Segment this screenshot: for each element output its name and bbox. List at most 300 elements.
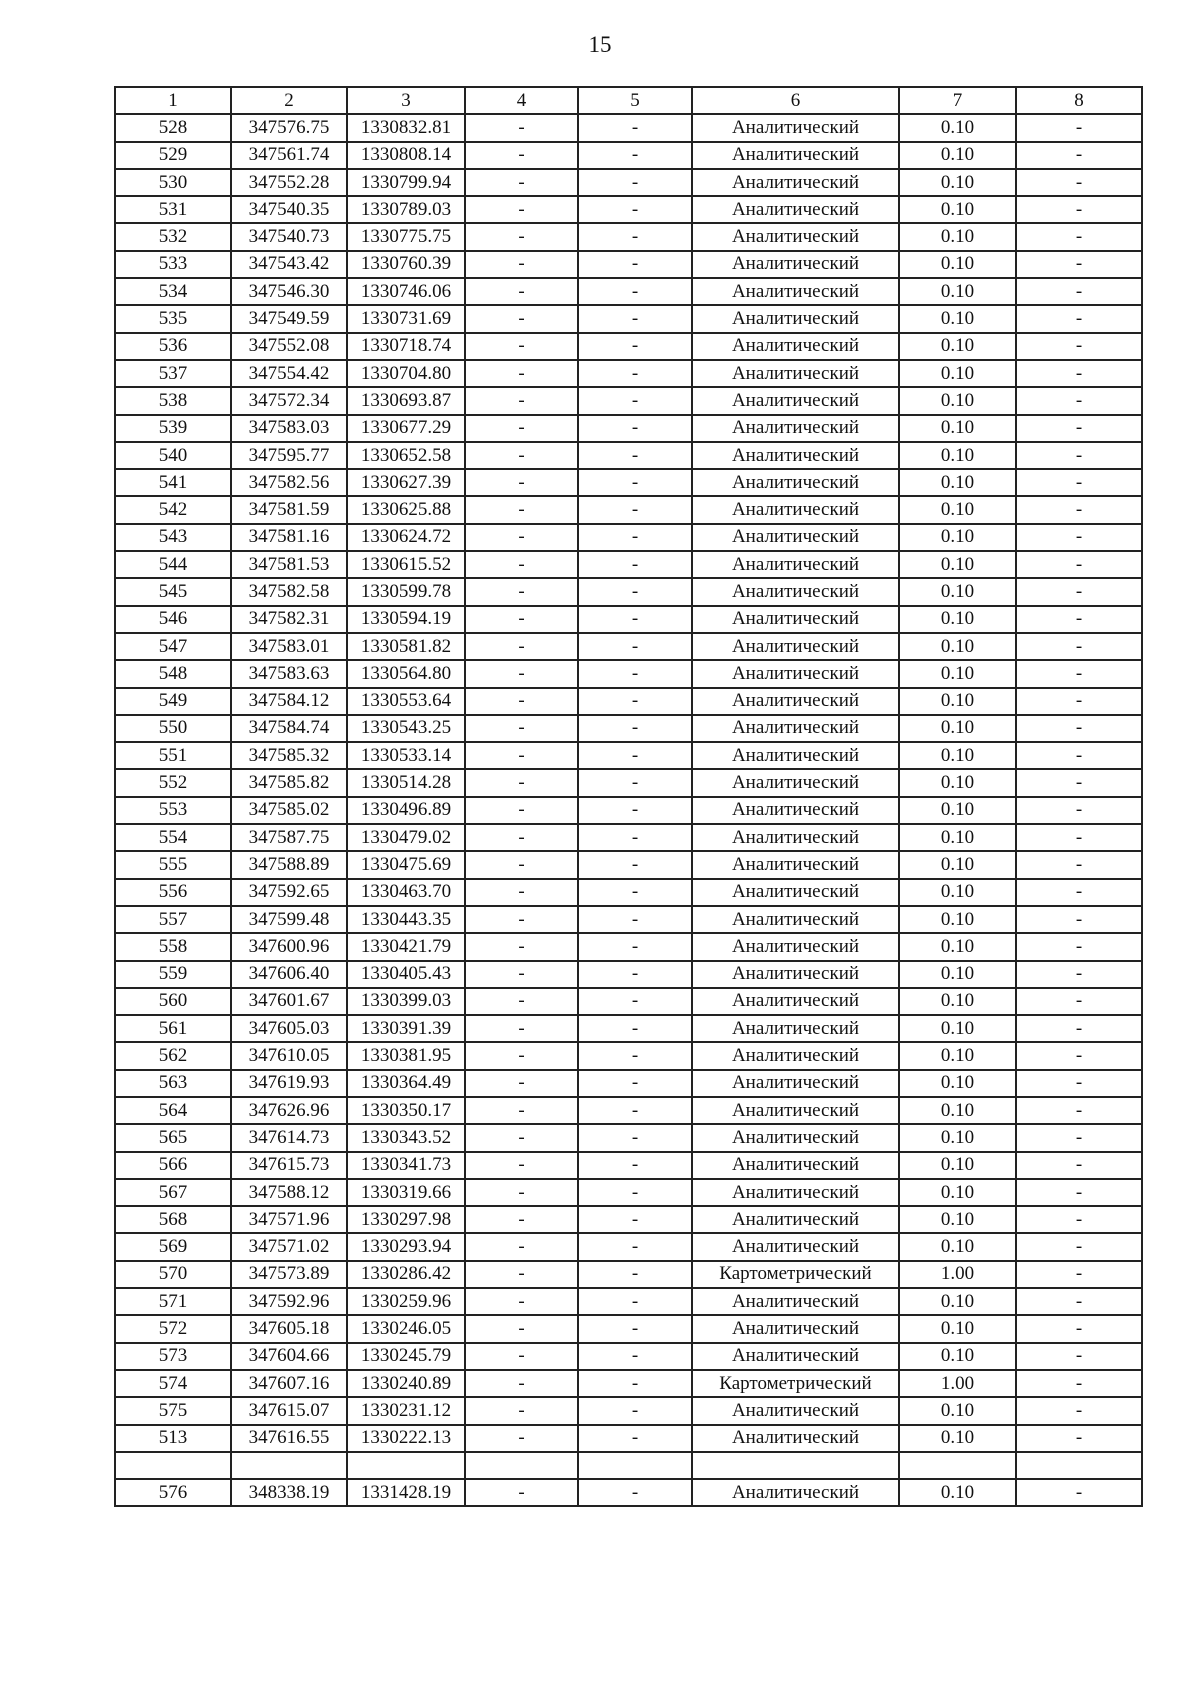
accuracy-cell: 0.10 xyxy=(899,715,1016,742)
column-5-cell: - xyxy=(578,1288,692,1315)
accuracy-cell: 0.10 xyxy=(899,387,1016,414)
method-cell: Аналитический xyxy=(692,278,899,305)
column-4-cell: - xyxy=(465,305,578,332)
table-body xyxy=(115,114,1142,1506)
method-cell: Аналитический xyxy=(692,906,899,933)
point-number-cell: 562 xyxy=(115,1042,231,1069)
accuracy-cell: 0.10 xyxy=(899,496,1016,523)
x-coordinate-cell: 347607.16 xyxy=(231,1370,347,1397)
column-5-cell: - xyxy=(578,1370,692,1397)
column-5-cell: - xyxy=(578,305,692,332)
x-coordinate-cell: 347576.75 xyxy=(231,114,347,141)
method-cell: Аналитический xyxy=(692,633,899,660)
method-cell: Аналитический xyxy=(692,223,899,250)
column-4-cell: - xyxy=(465,1233,578,1260)
x-coordinate-cell: 347585.32 xyxy=(231,742,347,769)
method-cell: Аналитический xyxy=(692,524,899,551)
method-cell: Аналитический xyxy=(692,1233,899,1260)
y-coordinate-cell: 1330231.12 xyxy=(347,1397,465,1424)
accuracy-cell: 0.10 xyxy=(899,1042,1016,1069)
accuracy-cell: 0.10 xyxy=(899,906,1016,933)
method-cell: Аналитический xyxy=(692,1397,899,1424)
column-4-cell: - xyxy=(465,1479,578,1506)
column-4-cell: - xyxy=(465,387,578,414)
column-4-cell: - xyxy=(465,551,578,578)
x-coordinate-cell: 347585.82 xyxy=(231,769,347,796)
point-number-cell: 540 xyxy=(115,442,231,469)
table-row xyxy=(115,1397,1142,1424)
point-number-cell: 549 xyxy=(115,688,231,715)
column-4-cell: - xyxy=(465,1261,578,1288)
coordinates-table xyxy=(114,86,1143,1507)
method-cell: Аналитический xyxy=(692,1015,899,1042)
column-5-cell: - xyxy=(578,1343,692,1370)
y-coordinate-cell: 1330704.80 xyxy=(347,360,465,387)
method-cell: Аналитический xyxy=(692,1179,899,1206)
table-row xyxy=(115,551,1142,578)
point-number-cell: 548 xyxy=(115,660,231,687)
header-cell-1: 1 xyxy=(115,87,231,114)
column-5-cell: - xyxy=(578,606,692,633)
table-row xyxy=(115,742,1142,769)
accuracy-cell: 0.10 xyxy=(899,633,1016,660)
column-5-cell: - xyxy=(578,469,692,496)
method-cell: Аналитический xyxy=(692,578,899,605)
header-cell-6: 6 xyxy=(692,87,899,114)
y-coordinate-cell: 1330297.98 xyxy=(347,1206,465,1233)
y-coordinate-cell: 1330479.02 xyxy=(347,824,465,851)
table-row xyxy=(115,169,1142,196)
method-cell: Аналитический xyxy=(692,1288,899,1315)
table-row xyxy=(115,1479,1142,1506)
accuracy-cell: 0.10 xyxy=(899,1425,1016,1452)
column-8-cell: - xyxy=(1016,961,1142,988)
table-row xyxy=(115,1015,1142,1042)
x-coordinate-cell: 347581.16 xyxy=(231,524,347,551)
column-8-cell: - xyxy=(1016,551,1142,578)
table-row xyxy=(115,196,1142,223)
accuracy-cell: 0.10 xyxy=(899,1097,1016,1124)
method-cell: Аналитический xyxy=(692,988,899,1015)
column-4-cell: - xyxy=(465,1015,578,1042)
x-coordinate-cell: 347595.77 xyxy=(231,442,347,469)
method-cell: Аналитический xyxy=(692,715,899,742)
table-row xyxy=(115,715,1142,742)
method-cell: Аналитический xyxy=(692,387,899,414)
header-cell-5: 5 xyxy=(578,87,692,114)
y-coordinate-cell: 1330246.05 xyxy=(347,1315,465,1342)
column-5-cell: - xyxy=(578,1015,692,1042)
method-cell: Аналитический xyxy=(692,142,899,169)
accuracy-cell: 0.10 xyxy=(899,578,1016,605)
accuracy-cell: 0.10 xyxy=(899,1152,1016,1179)
column-4-cell: - xyxy=(465,769,578,796)
y-coordinate-cell: 1330245.79 xyxy=(347,1343,465,1370)
column-5-cell: - xyxy=(578,1397,692,1424)
column-4-cell: - xyxy=(465,988,578,1015)
y-coordinate-cell: 1330693.87 xyxy=(347,387,465,414)
accuracy-cell: 0.10 xyxy=(899,1206,1016,1233)
method-cell: Аналитический xyxy=(692,606,899,633)
x-coordinate-cell: 347572.34 xyxy=(231,387,347,414)
column-5-cell: - xyxy=(578,278,692,305)
column-8-cell: - xyxy=(1016,988,1142,1015)
point-number-cell: 558 xyxy=(115,933,231,960)
column-4-cell: - xyxy=(465,660,578,687)
table-row xyxy=(115,387,1142,414)
column-4-cell: - xyxy=(465,223,578,250)
method-cell: Аналитический xyxy=(692,933,899,960)
y-coordinate-cell: 1330391.39 xyxy=(347,1015,465,1042)
method-cell: Аналитический xyxy=(692,551,899,578)
accuracy-cell: 0.10 xyxy=(899,1397,1016,1424)
x-coordinate-cell: 347626.96 xyxy=(231,1097,347,1124)
column-8-cell: - xyxy=(1016,469,1142,496)
column-8-cell xyxy=(1016,1452,1142,1479)
accuracy-cell: 0.10 xyxy=(899,305,1016,332)
table-row xyxy=(115,1179,1142,1206)
column-5-cell: - xyxy=(578,769,692,796)
table-row xyxy=(115,1206,1142,1233)
column-8-cell: - xyxy=(1016,1425,1142,1452)
x-coordinate-cell: 347583.03 xyxy=(231,415,347,442)
y-coordinate-cell: 1330775.75 xyxy=(347,223,465,250)
column-8-cell: - xyxy=(1016,769,1142,796)
x-coordinate-cell: 347606.40 xyxy=(231,961,347,988)
y-coordinate-cell xyxy=(347,1452,465,1479)
accuracy-cell: 0.10 xyxy=(899,196,1016,223)
column-8-cell: - xyxy=(1016,797,1142,824)
y-coordinate-cell: 1331428.19 xyxy=(347,1479,465,1506)
point-number-cell: 561 xyxy=(115,1015,231,1042)
column-8-cell: - xyxy=(1016,1288,1142,1315)
point-number-cell: 528 xyxy=(115,114,231,141)
column-8-cell: - xyxy=(1016,688,1142,715)
column-5-cell: - xyxy=(578,961,692,988)
method-cell: Аналитический xyxy=(692,1315,899,1342)
point-number-cell: 564 xyxy=(115,1097,231,1124)
method-cell: Аналитический xyxy=(692,469,899,496)
method-cell: Аналитический xyxy=(692,1097,899,1124)
x-coordinate-cell: 347584.74 xyxy=(231,715,347,742)
column-4-cell: - xyxy=(465,1315,578,1342)
column-8-cell: - xyxy=(1016,1179,1142,1206)
table-row xyxy=(115,906,1142,933)
accuracy-cell: 0.10 xyxy=(899,223,1016,250)
column-8-cell: - xyxy=(1016,524,1142,551)
column-4-cell: - xyxy=(465,1152,578,1179)
x-coordinate-cell: 348338.19 xyxy=(231,1479,347,1506)
y-coordinate-cell: 1330789.03 xyxy=(347,196,465,223)
method-cell: Аналитический xyxy=(692,1152,899,1179)
method-cell: Аналитический xyxy=(692,169,899,196)
y-coordinate-cell: 1330514.28 xyxy=(347,769,465,796)
column-5-cell: - xyxy=(578,1233,692,1260)
y-coordinate-cell: 1330760.39 xyxy=(347,251,465,278)
x-coordinate-cell: 347600.96 xyxy=(231,933,347,960)
column-8-cell: - xyxy=(1016,1261,1142,1288)
point-number-cell: 529 xyxy=(115,142,231,169)
y-coordinate-cell: 1330381.95 xyxy=(347,1042,465,1069)
y-coordinate-cell: 1330240.89 xyxy=(347,1370,465,1397)
y-coordinate-cell: 1330553.64 xyxy=(347,688,465,715)
y-coordinate-cell: 1330341.73 xyxy=(347,1152,465,1179)
column-4-cell: - xyxy=(465,1097,578,1124)
column-5-cell: - xyxy=(578,524,692,551)
method-cell: Аналитический xyxy=(692,660,899,687)
column-5-cell: - xyxy=(578,223,692,250)
accuracy-cell: 0.10 xyxy=(899,769,1016,796)
accuracy-cell: 0.10 xyxy=(899,606,1016,633)
column-5-cell: - xyxy=(578,496,692,523)
column-4-cell: - xyxy=(465,142,578,169)
accuracy-cell: 0.10 xyxy=(899,1179,1016,1206)
method-cell: Аналитический xyxy=(692,1206,899,1233)
x-coordinate-cell: 347588.89 xyxy=(231,851,347,878)
x-coordinate-cell: 347581.53 xyxy=(231,551,347,578)
accuracy-cell: 0.10 xyxy=(899,415,1016,442)
x-coordinate-cell: 347614.73 xyxy=(231,1124,347,1151)
method-cell: Аналитический xyxy=(692,1124,899,1151)
accuracy-cell: 0.10 xyxy=(899,879,1016,906)
point-number-cell: 570 xyxy=(115,1261,231,1288)
point-number-cell xyxy=(115,1452,231,1479)
column-5-cell: - xyxy=(578,797,692,824)
x-coordinate-cell: 347554.42 xyxy=(231,360,347,387)
column-8-cell: - xyxy=(1016,715,1142,742)
column-8-cell: - xyxy=(1016,1070,1142,1097)
x-coordinate-cell: 347573.89 xyxy=(231,1261,347,1288)
point-number-cell: 546 xyxy=(115,606,231,633)
y-coordinate-cell: 1330718.74 xyxy=(347,333,465,360)
method-cell: Аналитический xyxy=(692,1343,899,1370)
table-row xyxy=(115,578,1142,605)
x-coordinate-cell: 347582.56 xyxy=(231,469,347,496)
method-cell: Картометрический xyxy=(692,1261,899,1288)
header-cell-4: 4 xyxy=(465,87,578,114)
accuracy-cell: 0.10 xyxy=(899,1124,1016,1151)
x-coordinate-cell: 347583.01 xyxy=(231,633,347,660)
method-cell: Аналитический xyxy=(692,415,899,442)
table-row xyxy=(115,988,1142,1015)
accuracy-cell: 1.00 xyxy=(899,1370,1016,1397)
point-number-cell: 530 xyxy=(115,169,231,196)
method-cell: Аналитический xyxy=(692,251,899,278)
column-4-cell: - xyxy=(465,1370,578,1397)
table-row xyxy=(115,360,1142,387)
table-row xyxy=(115,524,1142,551)
y-coordinate-cell: 1330463.70 xyxy=(347,879,465,906)
y-coordinate-cell: 1330399.03 xyxy=(347,988,465,1015)
table-row xyxy=(115,1370,1142,1397)
point-number-cell: 539 xyxy=(115,415,231,442)
page-number: 15 xyxy=(588,32,612,57)
accuracy-cell: 1.00 xyxy=(899,1261,1016,1288)
table-row xyxy=(115,142,1142,169)
column-8-cell: - xyxy=(1016,1315,1142,1342)
column-8-cell: - xyxy=(1016,442,1142,469)
table-row xyxy=(115,114,1142,141)
accuracy-cell xyxy=(899,1452,1016,1479)
table-row xyxy=(115,1124,1142,1151)
y-coordinate-cell: 1330496.89 xyxy=(347,797,465,824)
point-number-cell: 569 xyxy=(115,1233,231,1260)
table-row xyxy=(115,223,1142,250)
column-5-cell: - xyxy=(578,1152,692,1179)
y-coordinate-cell: 1330343.52 xyxy=(347,1124,465,1151)
point-number-cell: 533 xyxy=(115,251,231,278)
column-5-cell: - xyxy=(578,715,692,742)
table-row xyxy=(115,469,1142,496)
column-8-cell: - xyxy=(1016,278,1142,305)
accuracy-cell: 0.10 xyxy=(899,1479,1016,1506)
column-8-cell: - xyxy=(1016,1124,1142,1151)
x-coordinate-cell: 347615.73 xyxy=(231,1152,347,1179)
x-coordinate-cell: 347543.42 xyxy=(231,251,347,278)
y-coordinate-cell: 1330564.80 xyxy=(347,660,465,687)
column-4-cell: - xyxy=(465,196,578,223)
column-4-cell xyxy=(465,1452,578,1479)
column-4-cell: - xyxy=(465,114,578,141)
method-cell: Аналитический xyxy=(692,742,899,769)
column-5-cell: - xyxy=(578,1315,692,1342)
column-5-cell: - xyxy=(578,1124,692,1151)
column-5-cell: - xyxy=(578,333,692,360)
column-5-cell: - xyxy=(578,114,692,141)
table-row xyxy=(115,1097,1142,1124)
column-4-cell: - xyxy=(465,469,578,496)
method-cell: Аналитический xyxy=(692,1479,899,1506)
accuracy-cell: 0.10 xyxy=(899,742,1016,769)
column-8-cell: - xyxy=(1016,196,1142,223)
column-5-cell: - xyxy=(578,360,692,387)
column-4-cell: - xyxy=(465,824,578,851)
column-5-cell: - xyxy=(578,578,692,605)
y-coordinate-cell: 1330599.78 xyxy=(347,578,465,605)
point-number-cell: 572 xyxy=(115,1315,231,1342)
y-coordinate-cell: 1330293.94 xyxy=(347,1233,465,1260)
y-coordinate-cell: 1330677.29 xyxy=(347,415,465,442)
column-8-cell: - xyxy=(1016,851,1142,878)
y-coordinate-cell: 1330652.58 xyxy=(347,442,465,469)
column-5-cell: - xyxy=(578,387,692,414)
x-coordinate-cell: 347582.58 xyxy=(231,578,347,605)
x-coordinate-cell: 347587.75 xyxy=(231,824,347,851)
table-row xyxy=(115,442,1142,469)
column-4-cell: - xyxy=(465,442,578,469)
x-coordinate-cell: 347583.63 xyxy=(231,660,347,687)
column-8-cell: - xyxy=(1016,251,1142,278)
column-8-cell: - xyxy=(1016,387,1142,414)
x-coordinate-cell xyxy=(231,1452,347,1479)
table-row xyxy=(115,1288,1142,1315)
y-coordinate-cell: 1330259.96 xyxy=(347,1288,465,1315)
x-coordinate-cell: 347552.08 xyxy=(231,333,347,360)
accuracy-cell: 0.10 xyxy=(899,524,1016,551)
header-cell-3: 3 xyxy=(347,87,465,114)
x-coordinate-cell: 347605.03 xyxy=(231,1015,347,1042)
y-coordinate-cell: 1330421.79 xyxy=(347,933,465,960)
x-coordinate-cell: 347619.93 xyxy=(231,1070,347,1097)
point-number-cell: 538 xyxy=(115,387,231,414)
point-number-cell: 537 xyxy=(115,360,231,387)
accuracy-cell: 0.10 xyxy=(899,333,1016,360)
method-cell: Аналитический xyxy=(692,797,899,824)
point-number-cell: 536 xyxy=(115,333,231,360)
x-coordinate-cell: 347592.65 xyxy=(231,879,347,906)
accuracy-cell: 0.10 xyxy=(899,988,1016,1015)
table-row xyxy=(115,305,1142,332)
method-cell: Аналитический xyxy=(692,333,899,360)
table-row xyxy=(115,769,1142,796)
table-row xyxy=(115,333,1142,360)
header-cell-2: 2 xyxy=(231,87,347,114)
column-8-cell: - xyxy=(1016,879,1142,906)
column-4-cell: - xyxy=(465,933,578,960)
point-number-cell: 532 xyxy=(115,223,231,250)
column-5-cell: - xyxy=(578,688,692,715)
y-coordinate-cell: 1330594.19 xyxy=(347,606,465,633)
y-coordinate-cell: 1330625.88 xyxy=(347,496,465,523)
x-coordinate-cell: 347549.59 xyxy=(231,305,347,332)
column-8-cell: - xyxy=(1016,333,1142,360)
column-8-cell: - xyxy=(1016,933,1142,960)
accuracy-cell: 0.10 xyxy=(899,442,1016,469)
column-5-cell: - xyxy=(578,1097,692,1124)
column-5-cell: - xyxy=(578,1479,692,1506)
point-number-cell: 565 xyxy=(115,1124,231,1151)
accuracy-cell: 0.10 xyxy=(899,933,1016,960)
y-coordinate-cell: 1330350.17 xyxy=(347,1097,465,1124)
accuracy-cell: 0.10 xyxy=(899,1070,1016,1097)
x-coordinate-cell: 347585.02 xyxy=(231,797,347,824)
empty-table-row xyxy=(115,1452,1142,1479)
point-number-cell: 535 xyxy=(115,305,231,332)
x-coordinate-cell: 347599.48 xyxy=(231,906,347,933)
column-5-cell: - xyxy=(578,879,692,906)
point-number-cell: 543 xyxy=(115,524,231,551)
column-4-cell: - xyxy=(465,1206,578,1233)
column-8-cell: - xyxy=(1016,1097,1142,1124)
column-8-cell: - xyxy=(1016,578,1142,605)
y-coordinate-cell: 1330475.69 xyxy=(347,851,465,878)
column-8-cell: - xyxy=(1016,1042,1142,1069)
point-number-cell: 571 xyxy=(115,1288,231,1315)
accuracy-cell: 0.10 xyxy=(899,1288,1016,1315)
table-row xyxy=(115,1152,1142,1179)
y-coordinate-cell: 1330731.69 xyxy=(347,305,465,332)
column-4-cell: - xyxy=(465,961,578,988)
column-8-cell: - xyxy=(1016,1343,1142,1370)
accuracy-cell: 0.10 xyxy=(899,824,1016,851)
table-row xyxy=(115,933,1142,960)
point-number-cell: 563 xyxy=(115,1070,231,1097)
x-coordinate-cell: 347601.67 xyxy=(231,988,347,1015)
column-5-cell: - xyxy=(578,824,692,851)
method-cell: Аналитический xyxy=(692,851,899,878)
accuracy-cell: 0.10 xyxy=(899,278,1016,305)
x-coordinate-cell: 347584.12 xyxy=(231,688,347,715)
x-coordinate-cell: 347540.35 xyxy=(231,196,347,223)
y-coordinate-cell: 1330286.42 xyxy=(347,1261,465,1288)
point-number-cell: 559 xyxy=(115,961,231,988)
method-cell: Аналитический xyxy=(692,769,899,796)
point-number-cell: 545 xyxy=(115,578,231,605)
accuracy-cell: 0.10 xyxy=(899,114,1016,141)
column-4-cell: - xyxy=(465,797,578,824)
column-5-cell: - xyxy=(578,251,692,278)
x-coordinate-cell: 347540.73 xyxy=(231,223,347,250)
